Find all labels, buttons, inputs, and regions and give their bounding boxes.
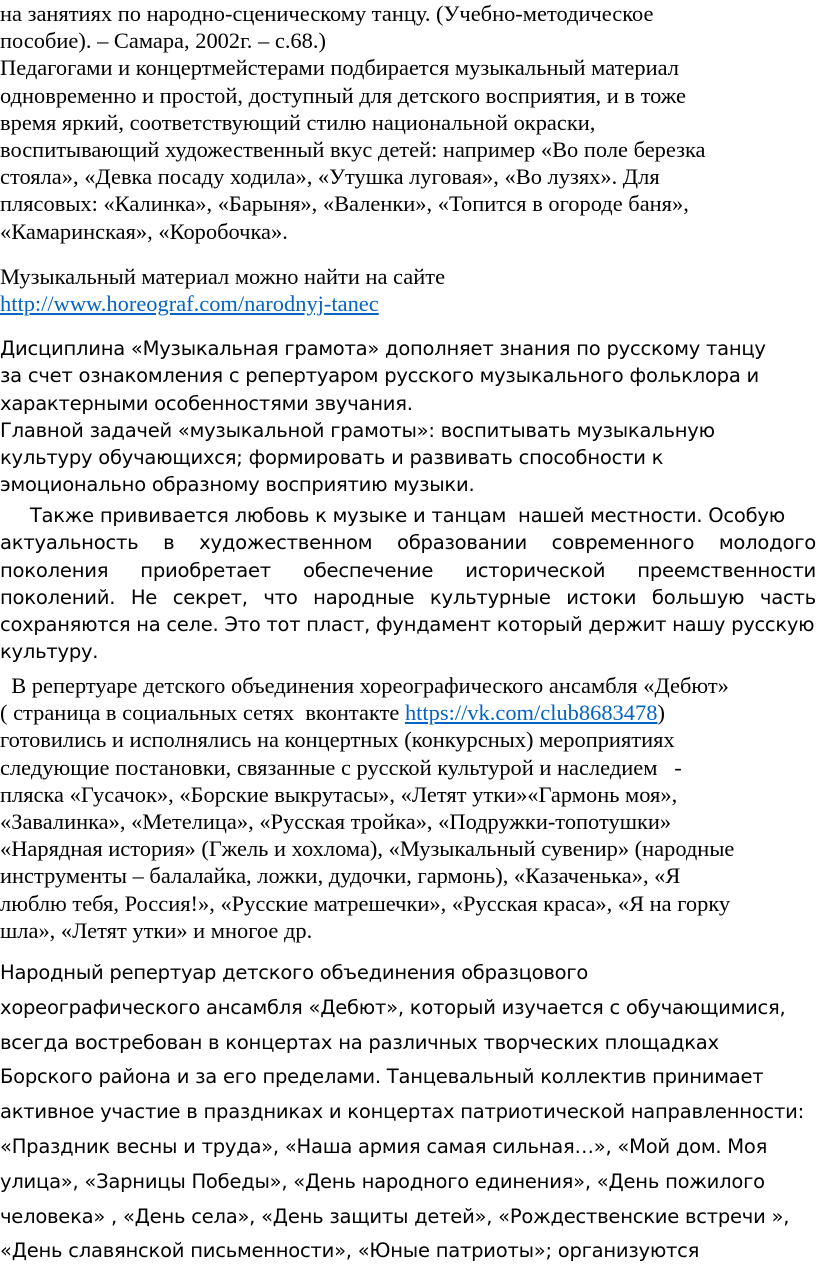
text-line: хореографического ансамбля «Дебют», который изучается с обучающимися,: [0, 995, 786, 1019]
text-line: сохраняются на селе. Это тот пласт, фундамент который держит нашу русскую: [0, 613, 815, 637]
text-line: стояла», «Девка посаду ходила», «Утушка луговая», «Во лузях». Для: [0, 164, 660, 190]
text-line: «Камаринская», «Коробочка».: [0, 218, 288, 244]
text-line: время яркий, соответствующий стилю национальной окраски,: [0, 109, 596, 135]
word: приобретает: [140, 558, 271, 582]
word: обеспечение: [302, 558, 434, 582]
word: поколений.: [0, 585, 116, 609]
word: секрет,: [172, 585, 248, 609]
vk-link[interactable]: https://vk.com/club8683478: [404, 700, 658, 726]
text-line: улица», «Зарницы Победы», «День народного единения», «День пожилого: [0, 1169, 765, 1193]
text-line: за счет ознакомления с репертуаром русского музыкального фольклора и: [0, 364, 759, 388]
text-line: воспитывающий художественный вкус детей: например «Во поле березка: [0, 137, 706, 163]
text-line: готовились и исполнялись на концертных (конкурсных) мероприятиях: [0, 727, 675, 753]
text-line: культуру.: [0, 640, 99, 664]
music-site-text: Музыкальный материал можно найти на сайте: [0, 264, 446, 289]
repertoire-paragraph: [0, 672, 816, 944]
text-line: на занятиях по народно-сценическому танцу. (Учебно-методическое: [0, 1, 654, 26]
word: культурные: [429, 585, 551, 609]
word: часть: [759, 585, 816, 609]
justified-line: [0, 584, 816, 611]
music-site-paragraph: [0, 263, 816, 317]
text-line: «Праздник весны и труда», «Наша армия самая сильная…», «Мой дом. Моя: [0, 1134, 768, 1158]
text-line: Народный репертуар детского объединения образцового: [0, 961, 589, 984]
word: исторической: [465, 558, 606, 582]
word: современного: [551, 531, 695, 555]
text-line: Дисциплина «Музыкальная грамота» дополняет знания по русскому танцу: [0, 337, 766, 360]
word: образовании: [396, 531, 527, 555]
text-fragment: ( страница в социальных сетях вконтакте: [0, 700, 405, 726]
text-line: Борского района и за его пределами. Танцевальный коллектив принимает: [0, 1065, 764, 1089]
text-line: «Завалинка», «Метелица», «Русская тройка», «Подружки-топотушки»: [0, 809, 672, 835]
word: художественном: [199, 531, 373, 555]
text-line: активное участие в праздниках и концертах патриотической направленности:: [0, 1100, 804, 1124]
love-paragraph: [0, 502, 816, 666]
text-line: «День славянской письменности», «Юные патриоты»; организуются: [0, 1239, 700, 1263]
word: народные: [313, 585, 415, 609]
text-line: одновременно и простой, доступный для детского восприятия, и в тоже: [0, 82, 686, 108]
horeograf-link[interactable]: http://www.horeograf.com/narodnyj-tanec: [0, 291, 379, 317]
intro-paragraph: [0, 0, 816, 245]
text-line: Педагогами и концертмейстерами подбирается музыкальный материал: [0, 55, 679, 81]
word: поколения: [0, 558, 109, 582]
justified-line: [0, 557, 816, 584]
text-line: плясовых: «Калинка», «Барыня», «Валенки», «Топится в огороде баня»,: [0, 191, 689, 217]
text-line: люблю тебя, Россия!», «Русские матрешечки», «Русская краса», «Я на горку: [0, 890, 731, 916]
word: истоки: [566, 585, 637, 609]
word: молодого: [718, 531, 816, 555]
word: большую: [651, 585, 745, 609]
word: в: [163, 531, 175, 555]
text-line: пляска «Гусачок», «Борские выкрутасы», «Летят утки»«Гармонь моя»,: [0, 781, 678, 807]
text-line: культуру обучающихся; формировать и развивать способности к: [0, 446, 664, 470]
text-line: человека» , «День села», «День защиты детей», «Рождественские встречи »,: [0, 1204, 790, 1228]
word: Не: [130, 585, 158, 609]
text-line: «Нарядная история» (Гжель и хохлома), «Музыкальный сувенир» (народные: [0, 836, 735, 862]
text-line: Также прививается любовь к музыке и танцам нашей местности. Особую: [0, 504, 785, 527]
word: преемственности: [637, 558, 816, 582]
text-line: Главной задачей «музыкальной грамоты»: воспитывать музыкальную: [0, 418, 715, 442]
text-line: [0, 699, 814, 726]
text-line: всегда востребован в концертах на различных творческих площадках: [0, 1030, 719, 1054]
text-line: инструменты – балалайка, ложки, дудочки, гармонь), «Казаченька», «Я: [0, 863, 681, 889]
text-line: следующие постановки, связанные с русской культурой и наследием -: [0, 754, 682, 780]
text-line: характерными особенностями звучания.: [0, 391, 413, 415]
text-line: шла», «Летят утки» и многое др.: [0, 917, 313, 943]
word: актуальность: [0, 531, 139, 555]
text-fragment: ): [657, 700, 665, 726]
folk-paragraph: [0, 956, 816, 1269]
discipline-paragraph: [0, 335, 816, 499]
justified-line: [0, 529, 816, 556]
text-line: пособие). – Самара, 2002г. – с.68.): [0, 28, 326, 54]
text-line: эмоционально образному восприятию музыки.: [0, 473, 475, 497]
word: что: [263, 585, 298, 609]
text-line: В репертуаре детского объединения хореографического ансамбля «Дебют»: [0, 673, 729, 698]
